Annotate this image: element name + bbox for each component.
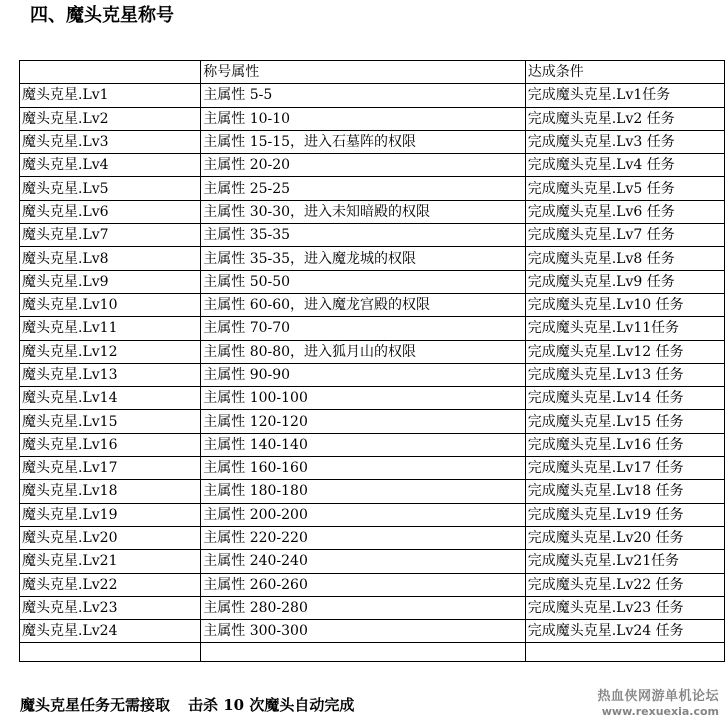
title-attribute-cell: 主属性 280-280 xyxy=(201,596,525,619)
title-condition-cell: 完成魔头克星.Lv24 任务 xyxy=(525,620,724,643)
title-name-cell: 魔头克星.Lv1 xyxy=(20,84,201,107)
title-condition-cell: 完成魔头克星.Lv12 任务 xyxy=(525,340,724,363)
table-row xyxy=(20,457,725,480)
title-attribute-cell: 主属性 220-220 xyxy=(201,526,525,549)
title-condition-cell: 完成魔头克星.Lv17 任务 xyxy=(525,457,724,480)
title-attribute-cell: 主属性 80-80，进入狐月山的权限 xyxy=(201,340,525,363)
title-name-cell: 魔头克星.Lv16 xyxy=(20,433,201,456)
title-attribute-cell: 主属性 160-160 xyxy=(201,457,525,480)
table-row xyxy=(20,433,725,456)
title-condition-cell: 完成魔头克星.Lv10 任务 xyxy=(525,293,724,316)
title-name-cell: 魔头克星.Lv4 xyxy=(20,154,201,177)
table-row xyxy=(20,154,725,177)
footer-note-part1: 魔头克星任务无需接取 xyxy=(20,696,171,714)
table-row xyxy=(20,224,725,247)
table-row xyxy=(20,363,725,386)
title-attribute-cell: 主属性 50-50 xyxy=(201,270,525,293)
title-condition-cell: 完成魔头克星.Lv19 任务 xyxy=(525,503,724,526)
footer-note xyxy=(20,694,354,716)
title-condition-cell: 完成魔头克星.Lv11任务 xyxy=(525,317,724,340)
table-row xyxy=(20,130,725,153)
title-attribute-cell: 主属性 70-70 xyxy=(201,317,525,340)
title-name-cell: 魔头克星.Lv13 xyxy=(20,363,201,386)
title-name-cell: 魔头克星.Lv6 xyxy=(20,200,201,223)
table-header-row xyxy=(20,61,725,84)
title-name-cell: 魔头克星.Lv21 xyxy=(20,550,201,573)
table-row xyxy=(20,247,725,270)
table-row xyxy=(20,84,725,107)
header-cell-name xyxy=(20,61,201,84)
title-condition-cell: 完成魔头克星.Lv20 任务 xyxy=(525,526,724,549)
title-name-cell: 魔头克星.Lv14 xyxy=(20,387,201,410)
title-condition-cell: 完成魔头克星.Lv4 任务 xyxy=(525,154,724,177)
table-row xyxy=(20,177,725,200)
watermark-url: www.rexuexia.com xyxy=(601,705,719,718)
title-name-cell: 魔头克星.Lv3 xyxy=(20,130,201,153)
empty-cell xyxy=(525,643,724,662)
title-condition-cell: 完成魔头克星.Lv13 任务 xyxy=(525,363,724,386)
title-attribute-cell: 主属性 300-300 xyxy=(201,620,525,643)
title-condition-cell: 完成魔头克星.Lv7 任务 xyxy=(525,224,724,247)
title-condition-cell: 完成魔头克星.Lv21任务 xyxy=(525,550,724,573)
empty-cell xyxy=(201,643,525,662)
title-name-cell: 魔头克星.Lv18 xyxy=(20,480,201,503)
title-name-cell: 魔头克星.Lv22 xyxy=(20,573,201,596)
title-name-cell: 魔头克星.Lv17 xyxy=(20,457,201,480)
title-attribute-cell: 主属性 10-10 xyxy=(201,107,525,130)
table-row xyxy=(20,200,725,223)
title-attribute-cell: 主属性 30-30，进入未知暗殿的权限 xyxy=(201,200,525,223)
table-row xyxy=(20,550,725,573)
title-condition-cell: 完成魔头克星.Lv22 任务 xyxy=(525,573,724,596)
title-condition-cell: 完成魔头克星.Lv14 任务 xyxy=(525,387,724,410)
title-condition-cell: 完成魔头克星.Lv23 任务 xyxy=(525,596,724,619)
title-attribute-cell: 主属性 90-90 xyxy=(201,363,525,386)
title-attribute-cell: 主属性 35-35，进入魔龙城的权限 xyxy=(201,247,525,270)
title-name-cell: 魔头克星.Lv19 xyxy=(20,503,201,526)
table-row xyxy=(20,107,725,130)
title-name-cell: 魔头克星.Lv23 xyxy=(20,596,201,619)
table-row xyxy=(20,293,725,316)
title-table xyxy=(19,60,725,662)
title-attribute-cell: 主属性 260-260 xyxy=(201,573,525,596)
table-row xyxy=(20,596,725,619)
table-row xyxy=(20,503,725,526)
title-name-cell: 魔头克星.Lv10 xyxy=(20,293,201,316)
table-row xyxy=(20,387,725,410)
title-attribute-cell: 主属性 200-200 xyxy=(201,503,525,526)
empty-cell xyxy=(20,643,201,662)
watermark-text: 热血侠网游单机论坛 xyxy=(597,689,719,704)
title-name-cell: 魔头克星.Lv24 xyxy=(20,620,201,643)
title-name-cell: 魔头克星.Lv12 xyxy=(20,340,201,363)
title-attribute-cell: 主属性 100-100 xyxy=(201,387,525,410)
title-condition-cell: 完成魔头克星.Lv8 任务 xyxy=(525,247,724,270)
header-cell-attribute: 称号属性 xyxy=(201,61,525,84)
header-cell-condition: 达成条件 xyxy=(525,61,724,84)
site-watermark xyxy=(597,688,719,718)
title-name-cell: 魔头克星.Lv20 xyxy=(20,526,201,549)
title-condition-cell: 完成魔头克星.Lv1任务 xyxy=(525,84,724,107)
section-heading: 四、魔头克星称号 xyxy=(30,5,174,26)
table-blank-row xyxy=(20,643,725,662)
title-condition-cell: 完成魔头克星.Lv9 任务 xyxy=(525,270,724,293)
title-attribute-cell: 主属性 180-180 xyxy=(201,480,525,503)
title-name-cell: 魔头克星.Lv8 xyxy=(20,247,201,270)
title-condition-cell: 完成魔头克星.Lv15 任务 xyxy=(525,410,724,433)
title-name-cell: 魔头克星.Lv15 xyxy=(20,410,201,433)
title-condition-cell: 完成魔头克星.Lv6 任务 xyxy=(525,200,724,223)
title-attribute-cell: 主属性 120-120 xyxy=(201,410,525,433)
title-attribute-cell: 主属性 35-35 xyxy=(201,224,525,247)
title-name-cell: 魔头克星.Lv7 xyxy=(20,224,201,247)
title-attribute-cell: 主属性 20-20 xyxy=(201,154,525,177)
title-attribute-cell: 主属性 140-140 xyxy=(201,433,525,456)
title-condition-cell: 完成魔头克星.Lv2 任务 xyxy=(525,107,724,130)
title-condition-cell: 完成魔头克星.Lv3 任务 xyxy=(525,130,724,153)
table-row xyxy=(20,480,725,503)
title-attribute-cell: 主属性 25-25 xyxy=(201,177,525,200)
title-table-body xyxy=(20,61,725,662)
title-attribute-cell: 主属性 240-240 xyxy=(201,550,525,573)
title-name-cell: 魔头克星.Lv9 xyxy=(20,270,201,293)
table-row xyxy=(20,620,725,643)
title-condition-cell: 完成魔头克星.Lv16 任务 xyxy=(525,433,724,456)
table-row xyxy=(20,526,725,549)
title-attribute-cell: 主属性 15-15，进入石墓阵的权限 xyxy=(201,130,525,153)
title-attribute-cell: 主属性 5-5 xyxy=(201,84,525,107)
table-row xyxy=(20,410,725,433)
title-attribute-cell: 主属性 60-60，进入魔龙宫殿的权限 xyxy=(201,293,525,316)
title-name-cell: 魔头克星.Lv2 xyxy=(20,107,201,130)
table-row xyxy=(20,270,725,293)
footer-note-part2: 击杀 10 次魔头自动完成 xyxy=(188,696,355,714)
table-row xyxy=(20,573,725,596)
table-row xyxy=(20,317,725,340)
table-row xyxy=(20,340,725,363)
title-name-cell: 魔头克星.Lv11 xyxy=(20,317,201,340)
title-name-cell: 魔头克星.Lv5 xyxy=(20,177,201,200)
title-condition-cell: 完成魔头克星.Lv18 任务 xyxy=(525,480,724,503)
title-condition-cell: 完成魔头克星.Lv5 任务 xyxy=(525,177,724,200)
